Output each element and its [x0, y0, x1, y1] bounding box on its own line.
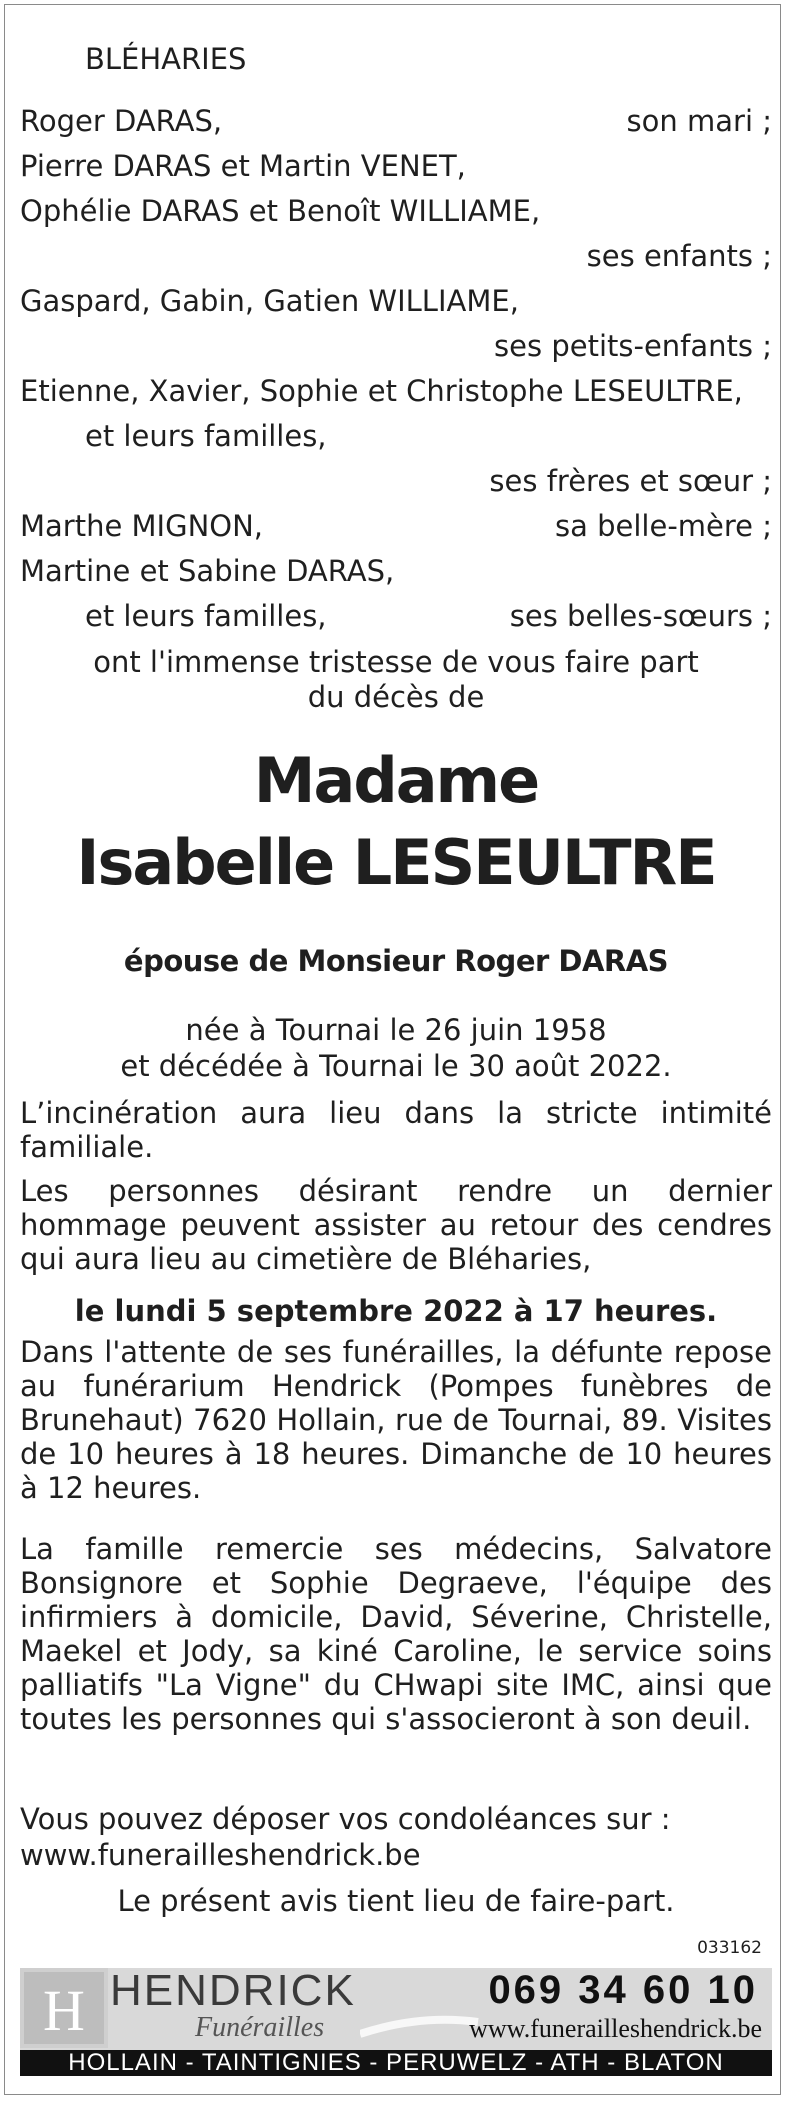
- family-relation: son mari ;: [626, 104, 772, 138]
- hendrick-logo: [20, 1968, 108, 2048]
- family-relation: ses belles-sœurs ;: [509, 599, 772, 633]
- family-name: et leurs familles,: [85, 599, 327, 633]
- family-name: Marthe MIGNON,: [20, 509, 264, 543]
- death-line: et décédée à Tournai le 30 août 2022.: [120, 1049, 672, 1083]
- logo-letter: H: [43, 1978, 85, 2043]
- condolences-link[interactable]: www.funerailleshendrick.be: [20, 1838, 421, 1872]
- towns-bar: HOLLAIN - TAINTIGNIES - PERUWELZ - ATH - BLATON: [20, 2050, 772, 2076]
- family-name: Gaspard, Gabin, Gatien WILLIAME,: [20, 284, 519, 318]
- birth-line: née à Tournai le 26 juin 1958: [185, 1013, 607, 1047]
- family-name: Roger DARAS,: [20, 104, 223, 138]
- deceased-name: Isabelle LESEULTRE: [76, 826, 716, 899]
- rest-paragraph: Dans l'attente de ses funérailles, la défunte repose au funérarium Hendrick (Pompes funèbres de Brunehaut) 7620 Hollain, rue de Tournai, 89. Visites de 10 heures à 18 heures. Dimanche de 10 heures à 12 heures.: [20, 1335, 772, 1505]
- thanks-paragraph: La famille remercie ses médecins, Salvatore Bonsignore et Sophie Degraeve, l'équipe des infirmiers à domicile, David, Séverine, Christelle, Maekel et Jody, sa kiné Caroline, le service soins palliatifs "La Vigne" du CHwapi site IMC, ainsi que toutes les personnes qui s'associeront à son deuil.: [20, 1532, 772, 1736]
- family-name: et leurs familles,: [85, 419, 327, 453]
- ceremony-date: le lundi 5 septembre 2022 à 17 heures.: [74, 1294, 718, 1328]
- family-name: Pierre DARAS et Martin VENET,: [20, 149, 466, 183]
- family-relation: ses frères et sœur ;: [489, 464, 772, 498]
- swoosh-decoration: [360, 2004, 480, 2044]
- family-name: Ophélie DARAS et Benoît WILLIAME,: [20, 194, 541, 228]
- cremation-paragraph: L’incinération aura lieu dans la stricte intimité familiale.: [20, 1096, 772, 1164]
- family-name: Martine et Sabine DARAS,: [20, 554, 395, 588]
- notice-line: Le présent avis tient lieu de faire-part.: [117, 1884, 675, 1918]
- reference-code: 033162: [697, 1938, 762, 1958]
- announce-line-2: du décès de: [307, 680, 485, 714]
- family-name: Etienne, Xavier, Sophie et Christophe LESEULTRE,: [20, 374, 743, 408]
- announce-line-1: ont l'immense tristesse de vous faire part: [93, 645, 699, 679]
- condolences-text: Vous pouvez déposer vos condoléances sur :: [20, 1802, 671, 1836]
- family-relation: ses enfants ;: [586, 239, 772, 273]
- brand-name: HENDRICK: [110, 1966, 356, 2015]
- tribute-paragraph: Les personnes désirant rendre un dernier hommage peuvent assister au retour des cendres qui aura lieu au cimetière de Bléharies,: [20, 1174, 772, 1276]
- funeral-home-banner: [20, 1968, 772, 2076]
- website-link[interactable]: www.funerailleshendrick.be: [469, 2014, 762, 2043]
- deceased-title: Madame: [253, 744, 539, 817]
- brand-subtitle: Funérailles: [195, 2012, 325, 2043]
- family-relation: sa belle-mère ;: [555, 509, 772, 543]
- location: BLÉHARIES: [85, 42, 247, 76]
- family-relation: ses petits-enfants ;: [494, 329, 772, 363]
- spouse-line: épouse de Monsieur Roger DARAS: [123, 944, 669, 978]
- phone-number[interactable]: 069 34 60 10: [488, 1968, 758, 2012]
